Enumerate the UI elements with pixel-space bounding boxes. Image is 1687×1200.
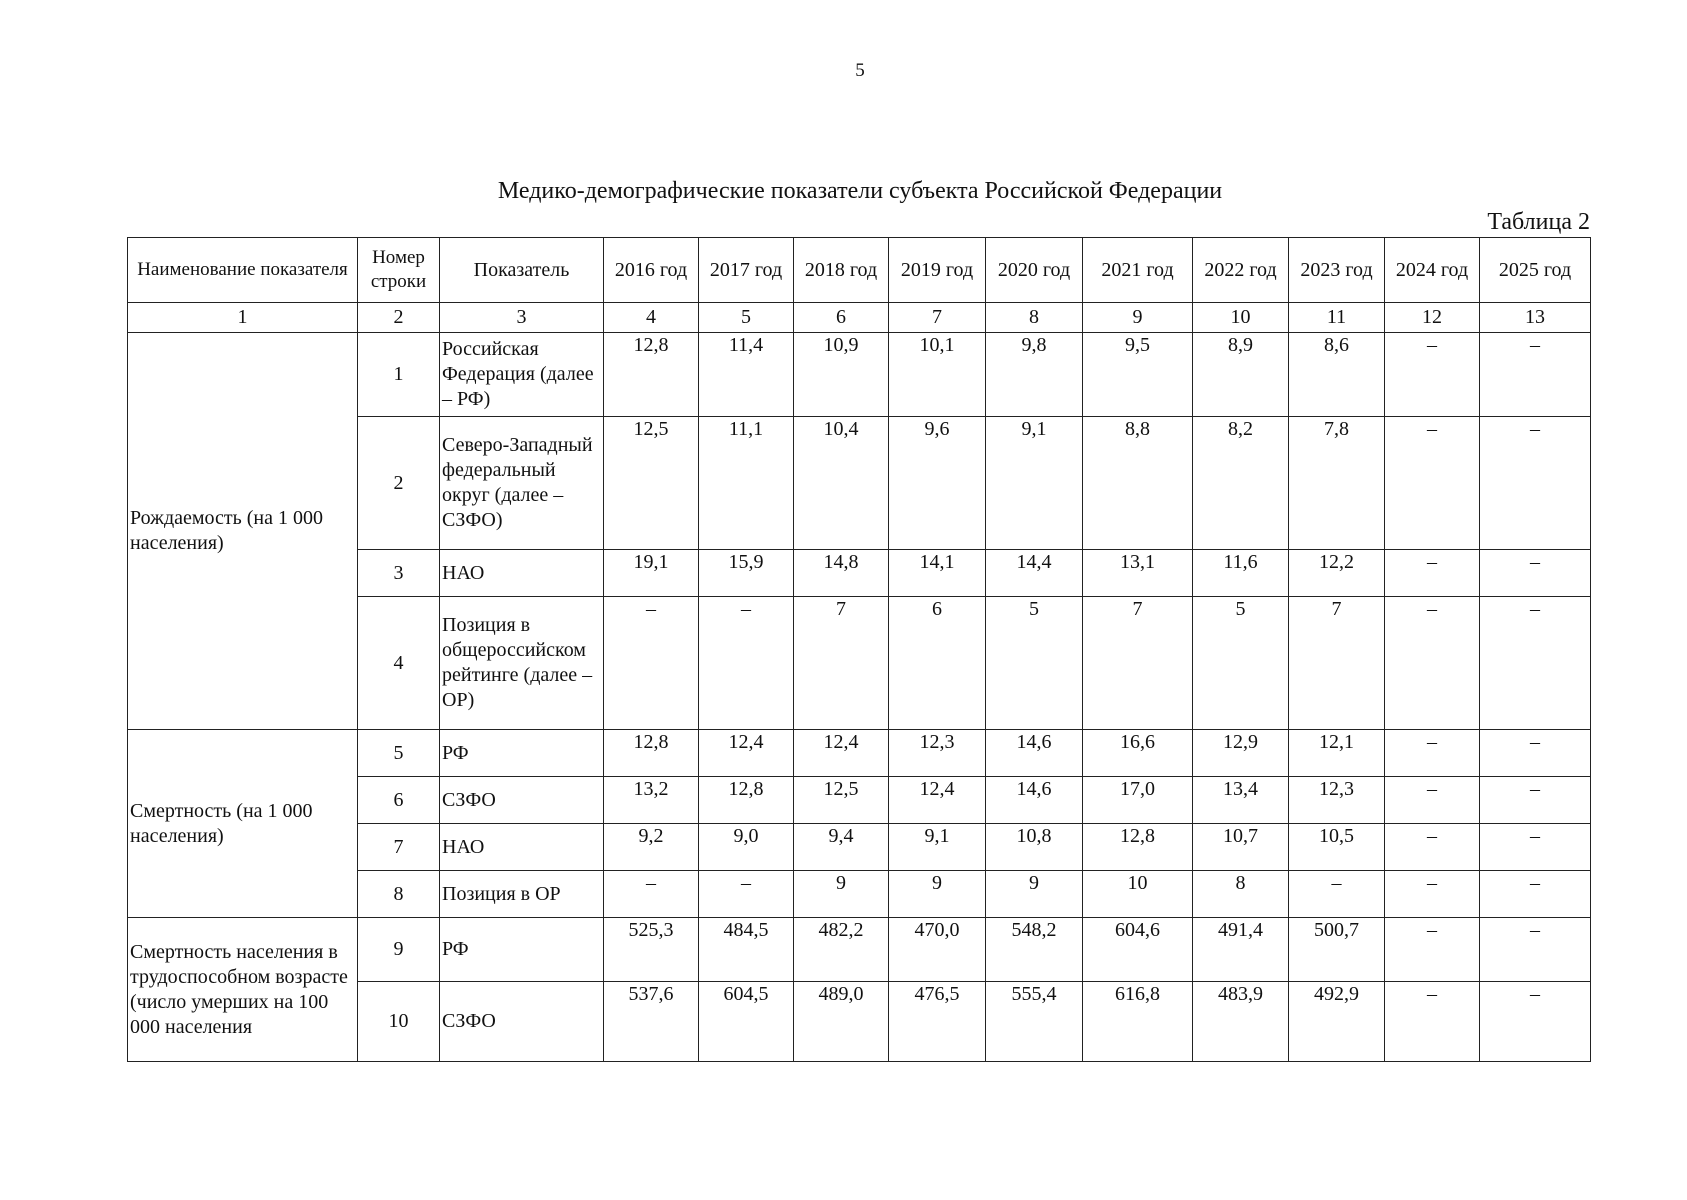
header-year: 2022 год bbox=[1193, 238, 1289, 303]
row-number: 7 bbox=[358, 824, 440, 871]
value-cell: – bbox=[1385, 982, 1480, 1062]
value-cell: 7 bbox=[1289, 597, 1385, 730]
header-name: Наименование показателя bbox=[128, 238, 358, 303]
value-cell: 12,8 bbox=[604, 333, 699, 417]
value-cell: 10,9 bbox=[794, 333, 889, 417]
value-cell: – bbox=[1480, 550, 1591, 597]
value-cell: 12,4 bbox=[794, 730, 889, 777]
value-cell: 8 bbox=[1193, 871, 1289, 918]
value-cell: 14,8 bbox=[794, 550, 889, 597]
value-cell: – bbox=[1385, 730, 1480, 777]
value-cell: 15,9 bbox=[699, 550, 794, 597]
table-body bbox=[128, 333, 1591, 1062]
indicator-name: Позиция в ОР bbox=[440, 871, 604, 918]
group-name: Смертность (на 1 000 населения) bbox=[128, 730, 358, 918]
value-cell: 14,4 bbox=[986, 550, 1083, 597]
value-cell: 9 bbox=[986, 871, 1083, 918]
value-cell: 12,2 bbox=[1289, 550, 1385, 597]
column-number: 10 bbox=[1193, 303, 1289, 333]
value-cell: 10 bbox=[1083, 871, 1193, 918]
row-number: 9 bbox=[358, 918, 440, 982]
row-number: 1 bbox=[358, 333, 440, 417]
value-cell: – bbox=[1385, 597, 1480, 730]
value-cell: 12,3 bbox=[889, 730, 986, 777]
value-cell: 13,1 bbox=[1083, 550, 1193, 597]
value-cell: 484,5 bbox=[699, 918, 794, 982]
group-name: Смертность населения в трудоспособном возрасте (число умерших на 100 000 населения bbox=[128, 918, 358, 1062]
table-caption: Таблица 2 bbox=[1487, 209, 1590, 235]
header-year: 2017 год bbox=[699, 238, 794, 303]
value-cell: 8,8 bbox=[1083, 417, 1193, 550]
value-cell: – bbox=[1480, 333, 1591, 417]
row-number: 3 bbox=[358, 550, 440, 597]
value-cell: – bbox=[1480, 777, 1591, 824]
value-cell: 9,2 bbox=[604, 824, 699, 871]
value-cell: 9,0 bbox=[699, 824, 794, 871]
table-header-row bbox=[128, 238, 1591, 303]
value-cell: – bbox=[1480, 730, 1591, 777]
value-cell: 9,8 bbox=[986, 333, 1083, 417]
indicator-name: РФ bbox=[440, 918, 604, 982]
value-cell: – bbox=[1480, 417, 1591, 550]
value-cell: 12,5 bbox=[794, 777, 889, 824]
value-cell: 11,1 bbox=[699, 417, 794, 550]
value-cell: 537,6 bbox=[604, 982, 699, 1062]
table-row bbox=[128, 333, 1591, 417]
value-cell: 10,7 bbox=[1193, 824, 1289, 871]
column-number: 9 bbox=[1083, 303, 1193, 333]
indicator-name: Северо-Западный федеральный округ (далее – СЗФО) bbox=[440, 417, 604, 550]
value-cell: 5 bbox=[986, 597, 1083, 730]
value-cell: 10,4 bbox=[794, 417, 889, 550]
value-cell: – bbox=[604, 871, 699, 918]
value-cell: 9,1 bbox=[889, 824, 986, 871]
indicator-name: СЗФО bbox=[440, 777, 604, 824]
value-cell: 13,4 bbox=[1193, 777, 1289, 824]
column-number: 4 bbox=[604, 303, 699, 333]
value-cell: 9,6 bbox=[889, 417, 986, 550]
value-cell: – bbox=[1385, 777, 1480, 824]
value-cell: 13,2 bbox=[604, 777, 699, 824]
value-cell: 12,5 bbox=[604, 417, 699, 550]
value-cell: 500,7 bbox=[1289, 918, 1385, 982]
value-cell: 12,4 bbox=[889, 777, 986, 824]
value-cell: 6 bbox=[889, 597, 986, 730]
column-number: 8 bbox=[986, 303, 1083, 333]
value-cell: 12,8 bbox=[699, 777, 794, 824]
value-cell: 12,1 bbox=[1289, 730, 1385, 777]
value-cell: 12,8 bbox=[604, 730, 699, 777]
column-number: 13 bbox=[1480, 303, 1591, 333]
value-cell: – bbox=[1480, 871, 1591, 918]
value-cell: 17,0 bbox=[1083, 777, 1193, 824]
value-cell: 7 bbox=[1083, 597, 1193, 730]
page-number: 5 bbox=[855, 60, 865, 81]
value-cell: 483,9 bbox=[1193, 982, 1289, 1062]
value-cell: 14,1 bbox=[889, 550, 986, 597]
value-cell: 9,4 bbox=[794, 824, 889, 871]
value-cell: – bbox=[1480, 824, 1591, 871]
header-year: 2021 год bbox=[1083, 238, 1193, 303]
header-year: 2019 год bbox=[889, 238, 986, 303]
value-cell: 14,6 bbox=[986, 777, 1083, 824]
value-cell: – bbox=[1385, 550, 1480, 597]
table-row bbox=[128, 918, 1591, 982]
value-cell: 604,6 bbox=[1083, 918, 1193, 982]
column-number: 6 bbox=[794, 303, 889, 333]
value-cell: – bbox=[1480, 918, 1591, 982]
value-cell: 8,9 bbox=[1193, 333, 1289, 417]
value-cell: 9 bbox=[794, 871, 889, 918]
header-indicator: Показатель bbox=[440, 238, 604, 303]
value-cell: 489,0 bbox=[794, 982, 889, 1062]
value-cell: 470,0 bbox=[889, 918, 986, 982]
value-cell: 9,1 bbox=[986, 417, 1083, 550]
value-cell: – bbox=[1480, 982, 1591, 1062]
value-cell: – bbox=[699, 871, 794, 918]
value-cell: 16,6 bbox=[1083, 730, 1193, 777]
row-number: 5 bbox=[358, 730, 440, 777]
header-year: 2020 год bbox=[986, 238, 1083, 303]
value-cell: – bbox=[1385, 417, 1480, 550]
value-cell: – bbox=[1289, 871, 1385, 918]
value-cell: 12,9 bbox=[1193, 730, 1289, 777]
value-cell: 555,4 bbox=[986, 982, 1083, 1062]
value-cell: 14,6 bbox=[986, 730, 1083, 777]
row-number: 10 bbox=[358, 982, 440, 1062]
value-cell: – bbox=[699, 597, 794, 730]
value-cell: 11,6 bbox=[1193, 550, 1289, 597]
column-number: 5 bbox=[699, 303, 794, 333]
row-number: 8 bbox=[358, 871, 440, 918]
column-number-row bbox=[128, 303, 1591, 333]
value-cell: 10,5 bbox=[1289, 824, 1385, 871]
value-cell: 7,8 bbox=[1289, 417, 1385, 550]
header-year: 2024 год bbox=[1385, 238, 1480, 303]
value-cell: 10,1 bbox=[889, 333, 986, 417]
value-cell: 476,5 bbox=[889, 982, 986, 1062]
indicator-name: СЗФО bbox=[440, 982, 604, 1062]
header-year: 2016 год bbox=[604, 238, 699, 303]
value-cell: 12,3 bbox=[1289, 777, 1385, 824]
value-cell: 12,8 bbox=[1083, 824, 1193, 871]
value-cell: 548,2 bbox=[986, 918, 1083, 982]
column-number: 2 bbox=[358, 303, 440, 333]
value-cell: – bbox=[604, 597, 699, 730]
value-cell: 525,3 bbox=[604, 918, 699, 982]
value-cell: 9,5 bbox=[1083, 333, 1193, 417]
value-cell: – bbox=[1480, 597, 1591, 730]
value-cell: 482,2 bbox=[794, 918, 889, 982]
value-cell: 604,5 bbox=[699, 982, 794, 1062]
indicator-name: НАО bbox=[440, 824, 604, 871]
value-cell: – bbox=[1385, 918, 1480, 982]
row-number: 6 bbox=[358, 777, 440, 824]
header-row-number: Номер строки bbox=[358, 238, 440, 303]
row-number: 4 bbox=[358, 597, 440, 730]
header-year: 2018 год bbox=[794, 238, 889, 303]
column-number: 1 bbox=[128, 303, 358, 333]
value-cell: 7 bbox=[794, 597, 889, 730]
indicator-name: Российская Федерация (далее – РФ) bbox=[440, 333, 604, 417]
value-cell: 8,6 bbox=[1289, 333, 1385, 417]
header-year: 2023 год bbox=[1289, 238, 1385, 303]
demographic-table bbox=[127, 237, 1591, 1062]
column-number: 7 bbox=[889, 303, 986, 333]
value-cell: 12,4 bbox=[699, 730, 794, 777]
column-number: 12 bbox=[1385, 303, 1480, 333]
value-cell: 492,9 bbox=[1289, 982, 1385, 1062]
indicator-name: Позиция в общероссийском рейтинге (далее – ОР) bbox=[440, 597, 604, 730]
value-cell: – bbox=[1385, 824, 1480, 871]
column-number: 11 bbox=[1289, 303, 1385, 333]
value-cell: 8,2 bbox=[1193, 417, 1289, 550]
value-cell: 491,4 bbox=[1193, 918, 1289, 982]
value-cell: – bbox=[1385, 333, 1480, 417]
value-cell: 19,1 bbox=[604, 550, 699, 597]
column-number: 3 bbox=[440, 303, 604, 333]
value-cell: 616,8 bbox=[1083, 982, 1193, 1062]
header-year: 2025 год bbox=[1480, 238, 1591, 303]
value-cell: 5 bbox=[1193, 597, 1289, 730]
indicator-name: НАО bbox=[440, 550, 604, 597]
document-title: Медико-демографические показатели субъекта Российской Федерации bbox=[497, 178, 1223, 204]
value-cell: 11,4 bbox=[699, 333, 794, 417]
group-name: Рождаемость (на 1 000 населения) bbox=[128, 333, 358, 730]
table-row bbox=[128, 730, 1591, 777]
value-cell: – bbox=[1385, 871, 1480, 918]
indicator-name: РФ bbox=[440, 730, 604, 777]
value-cell: 9 bbox=[889, 871, 986, 918]
value-cell: 10,8 bbox=[986, 824, 1083, 871]
row-number: 2 bbox=[358, 417, 440, 550]
